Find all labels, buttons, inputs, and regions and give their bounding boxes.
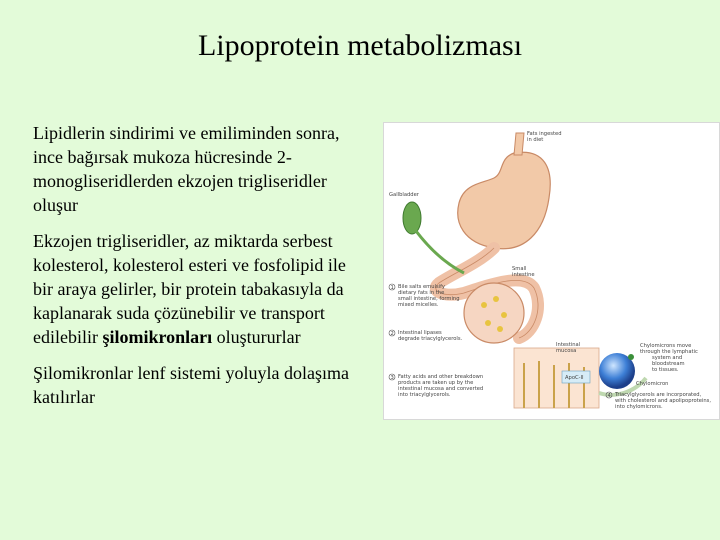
step-4-line-1: Triacylglycerols are incorporated, — [615, 392, 702, 398]
stomach-shape — [458, 152, 550, 249]
bullet-2-text-before: Ekzojen trigliseridler, az miktarda serbest kolesterol, kolesterol esteri ve fosfolipid ile bir araya gelirler, bir protein tabakasıyla da kaplanarak suda çözünebilir ve transport edilebilir — [33, 231, 346, 347]
step-4-line-3: into chylomicrons. — [615, 404, 663, 410]
slide-title: Lipoprotein metabolizması — [197, 29, 523, 62]
label-chylo-move-1: Chylomicrons move — [640, 343, 692, 349]
bullet-2 — [33, 229, 368, 349]
label-chylo-move-5: to tissues. — [652, 367, 679, 373]
step-1-line-3: small intestine, forming — [398, 296, 460, 302]
label-intestinal-mucosa-2: mucosa — [556, 348, 577, 354]
bullet-1: Lipidlerin sindirimi ve emiliminden sonra, ince bağırsak mukoza hücresinde 2-monogliseridlerden ekzojen trigliseridler oluşur — [33, 123, 340, 215]
label-fats-ingested-2: in diet — [527, 137, 544, 143]
step-1-num: 1 — [390, 285, 394, 291]
step-3-line-4: into triacylglycerols. — [398, 392, 451, 398]
intestine-section — [464, 283, 524, 343]
digestion-illustration — [384, 123, 719, 419]
bullet-2-bold-term: şilomikronları — [102, 327, 213, 347]
step-2 — [389, 330, 463, 342]
label-fats-ingested-1: Fats ingested — [527, 131, 562, 137]
label-gallbladder: Gallbladder — [389, 192, 419, 198]
step-3-line-2: products are taken up by the — [398, 380, 474, 386]
label-chylo-move-3: system and — [652, 355, 683, 361]
step-1-line-1: Bile salts emulsify — [398, 284, 445, 290]
esophagus-shape — [514, 133, 524, 155]
step-4-line-2: with cholesterol and apolipoproteins, — [615, 398, 712, 404]
step-4 — [606, 392, 711, 410]
step-2-line-2: degrade triacylglycerols. — [398, 336, 463, 342]
label-intestinal-mucosa-1: Intestinal — [556, 342, 581, 348]
step-2-line-1: Intestinal lipases — [398, 330, 442, 336]
bullet-list — [33, 121, 368, 421]
label-small-intestine-1: Small — [512, 266, 527, 272]
lipid-digestion-figure — [383, 122, 720, 420]
label-chylo-move-4: bloodstream — [652, 361, 685, 367]
step-1-line-2: dietary fats in the — [398, 290, 445, 296]
step-2-num: 2 — [390, 331, 394, 337]
gallbladder-shape — [403, 202, 421, 234]
bullet-3: Şilomikronlar lenf sistemi yoluyla dolaşıma katılırlar — [33, 363, 349, 407]
step-1-line-4: mixed micelles. — [398, 302, 439, 308]
step-3-line-3: intestinal mucosa and converted — [398, 386, 484, 392]
label-chylo-move-2: through the lymphatic — [640, 349, 698, 355]
label-chylomicron: Chylomicron — [636, 381, 669, 387]
step-3-num: 3 — [390, 375, 394, 381]
label-small-intestine-2: intestine — [512, 272, 535, 278]
label-apoc2: ApoC-II — [565, 375, 584, 381]
step-4-num: 4 — [607, 393, 611, 399]
step-3-line-1: Fatty acids and other breakdown — [398, 374, 484, 380]
bullet-2-text-after: oluştururlar — [212, 327, 301, 347]
step-3 — [389, 374, 483, 398]
step-1 — [389, 284, 460, 308]
